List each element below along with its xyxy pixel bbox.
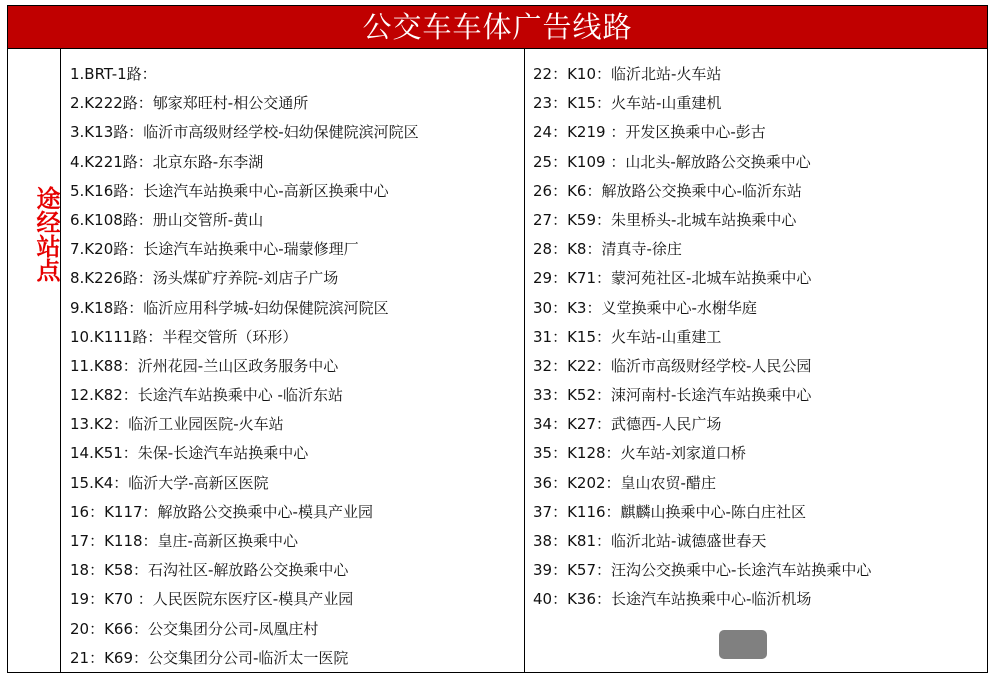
route-item: 12.K82：长途汽车站换乘中心 -临沂东站 [70,386,343,405]
route-item: 15.K4：临沂大学-高新区医院 [70,473,269,492]
route-item: 5.K16路：长途汽车站换乘中心-高新区换乘中心 [70,181,389,200]
route-item: 37：K116：麒麟山换乘中心-陈白庄社区 [533,502,806,521]
route-item: 17：K118：皇庄-高新区换乘中心 [70,532,298,550]
route-item: 14.K51：朱保-长途汽车站换乘中心 [70,444,309,463]
route-item: 11.K88：沂州花园-兰山区政务服务中心 [70,356,339,375]
route-item: 8.K226路：汤头煤矿疗养院-刘店子广场 [70,269,339,288]
sheet-title: 公交车车体广告线路 [8,6,987,49]
route-item: 36：K202：皇山农贸-醋庄 [533,473,716,492]
route-item: 9.K18路：临沂应用科学城-妇幼保健院滨河院区 [70,298,389,317]
route-item: 16：K117：解放路公交换乘中心-模具产业园 [70,502,373,521]
route-item: 25：K109 ：山北头-解放路公交换乘中心 [533,152,811,171]
route-item: 18：K58：石沟社区-解放路公交换乘中心 [70,561,349,580]
route-item: 3.K13路：临沂市高级财经学校-妇幼保健院滨河院区 [70,123,419,142]
route-list-right [533,60,871,615]
route-item: 21：K69：公交集团分公司-临沂太一医院 [70,648,349,667]
route-item: 20：K66：公交集团分公司-凤凰庄村 [70,619,319,638]
route-item: 35：K128：火车站-刘家道口桥 [533,444,746,463]
route-item: 6.K108路：册山交管所-黄山 [70,210,264,229]
route-item: 4.K221路：北京东路-东李湖 [70,152,264,171]
route-sheet [7,5,988,673]
route-item: 28：K8：清真寺-徐庄 [533,240,682,259]
route-item: 31：K15：火车站-山重建工 [533,327,722,346]
route-item: 24：K219 ：开发区换乘中心-彭古 [533,123,766,142]
route-item: 33：K52：涑河南村-长途汽车站换乘中心 [533,386,812,405]
route-item: 1.BRT-1路： [70,65,157,83]
route-item: 26：K6：解放路公交换乘中心-临沂东站 [533,181,802,200]
route-item: 22：K10：临沂北站-火车站 [533,65,722,83]
route-item: 19：K70 ：人民医院东医疗区-模具产业园 [70,590,354,609]
route-item: 23：K15：火车站-山重建机 [533,94,722,113]
scroll-handle[interactable] [719,630,767,659]
route-item: 27：K59：朱里桥头-北城车站换乘中心 [533,210,797,229]
route-item: 39：K57：汪沟公交换乘中心-长途汽车站换乘中心 [533,561,872,580]
routes-column-left [61,49,525,672]
side-label: 途经站点 [32,186,60,282]
route-item: 10.K111路：半程交管所（环形） [70,327,298,346]
route-item: 13.K2：临沂工业园医院-火车站 [70,415,284,434]
route-list-left [70,60,419,673]
route-item: 7.K20路：长途汽车站换乘中心-瑞蒙修理厂 [70,240,359,259]
routes-column-right [525,49,987,672]
route-item: 38：K81：临沂北站-诚德盛世春天 [533,532,767,550]
side-label-cell [8,49,61,672]
route-item: 40：K36：长途汽车站换乘中心-临沂机场 [533,590,812,609]
route-item: 30：K3：义堂换乘中心-水榭华庭 [533,298,757,317]
route-item: 32：K22：临沂市高级财经学校-人民公园 [533,356,812,375]
route-item: 34：K27：武德西-人民广场 [533,415,722,434]
route-item: 29：K71：蒙河苑社区-北城车站换乘中心 [533,269,812,288]
route-item: 2.K222路：郇家郑旺村-相公交通所 [70,94,309,113]
